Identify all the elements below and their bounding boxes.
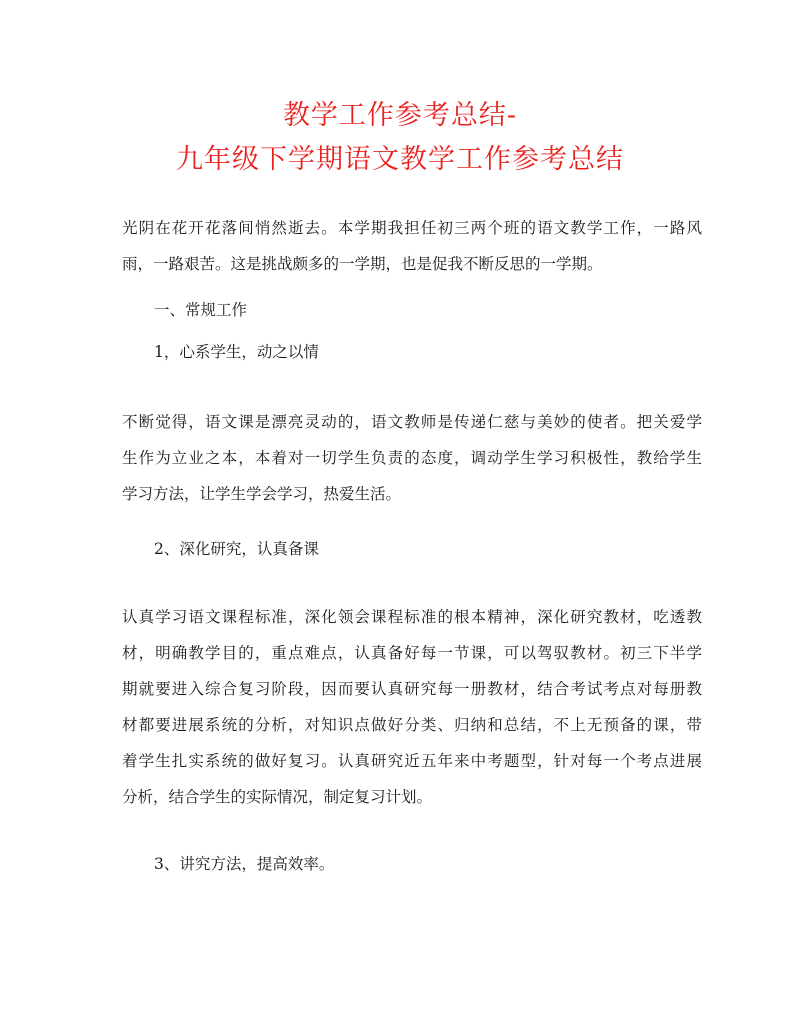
item-heading-1: 1，心系学生，动之以情	[154, 343, 319, 361]
section-heading-routine-work: 一、常规工作	[154, 301, 248, 319]
paragraph-line: 分析，结合学生的实际情况，制定复习计划。	[122, 788, 433, 806]
item-1-paragraph	[122, 404, 702, 512]
item-2-paragraph	[122, 599, 702, 815]
paragraph-line: 生作为立业之本，本着对一切学生负责的态度，调动学生学习积极性，教给学生	[122, 449, 702, 467]
paragraph-line: 材，明确教学目的，重点难点，认真备好每一节课，可以驾驭教材。初三下半学	[122, 644, 702, 662]
paragraph-line: 材都要进展系统的分析，对知识点做好分类、归纳和总结，不上无预备的课，带	[122, 716, 702, 734]
paragraph-line: 认真学习语文课程标准，深化领会课程标准的根本精神，深化研究教材，吃透教	[122, 608, 702, 626]
item-heading-3: 3、讲究方法，提高效率。	[154, 855, 335, 873]
paragraph-line: 着学生扎实系统的做好复习。认真研究近五年来中考题型，针对每一个考点进展	[122, 752, 702, 770]
item-heading-2: 2、深化研究，认真备课	[154, 540, 319, 558]
intro-paragraph	[122, 210, 702, 282]
paragraph-line: 光阴在花开花落间悄然逝去。本学期我担任初三两个班的语文教学工作，一路风	[122, 219, 702, 237]
document-title-line-1: 教学工作参考总结-	[282, 100, 518, 131]
paragraph-line: 雨，一路艰苦。这是挑战颇多的一学期，也是促我不断反思的一学期。	[122, 255, 603, 273]
document-title-line-2: 九年级下学期语文教学工作参考总结	[176, 144, 624, 175]
paragraph-line: 学习方法，让学生学会学习，热爱生活。	[122, 485, 402, 503]
paragraph-line: 期就要进入综合复习阶段，因而要认真研究每一册教材，结合考试考点对每册教	[122, 680, 702, 698]
paragraph-line: 不断觉得，语文课是漂亮灵动的，语文教师是传递仁慈与美妙的使者。把关爱学	[122, 413, 702, 431]
